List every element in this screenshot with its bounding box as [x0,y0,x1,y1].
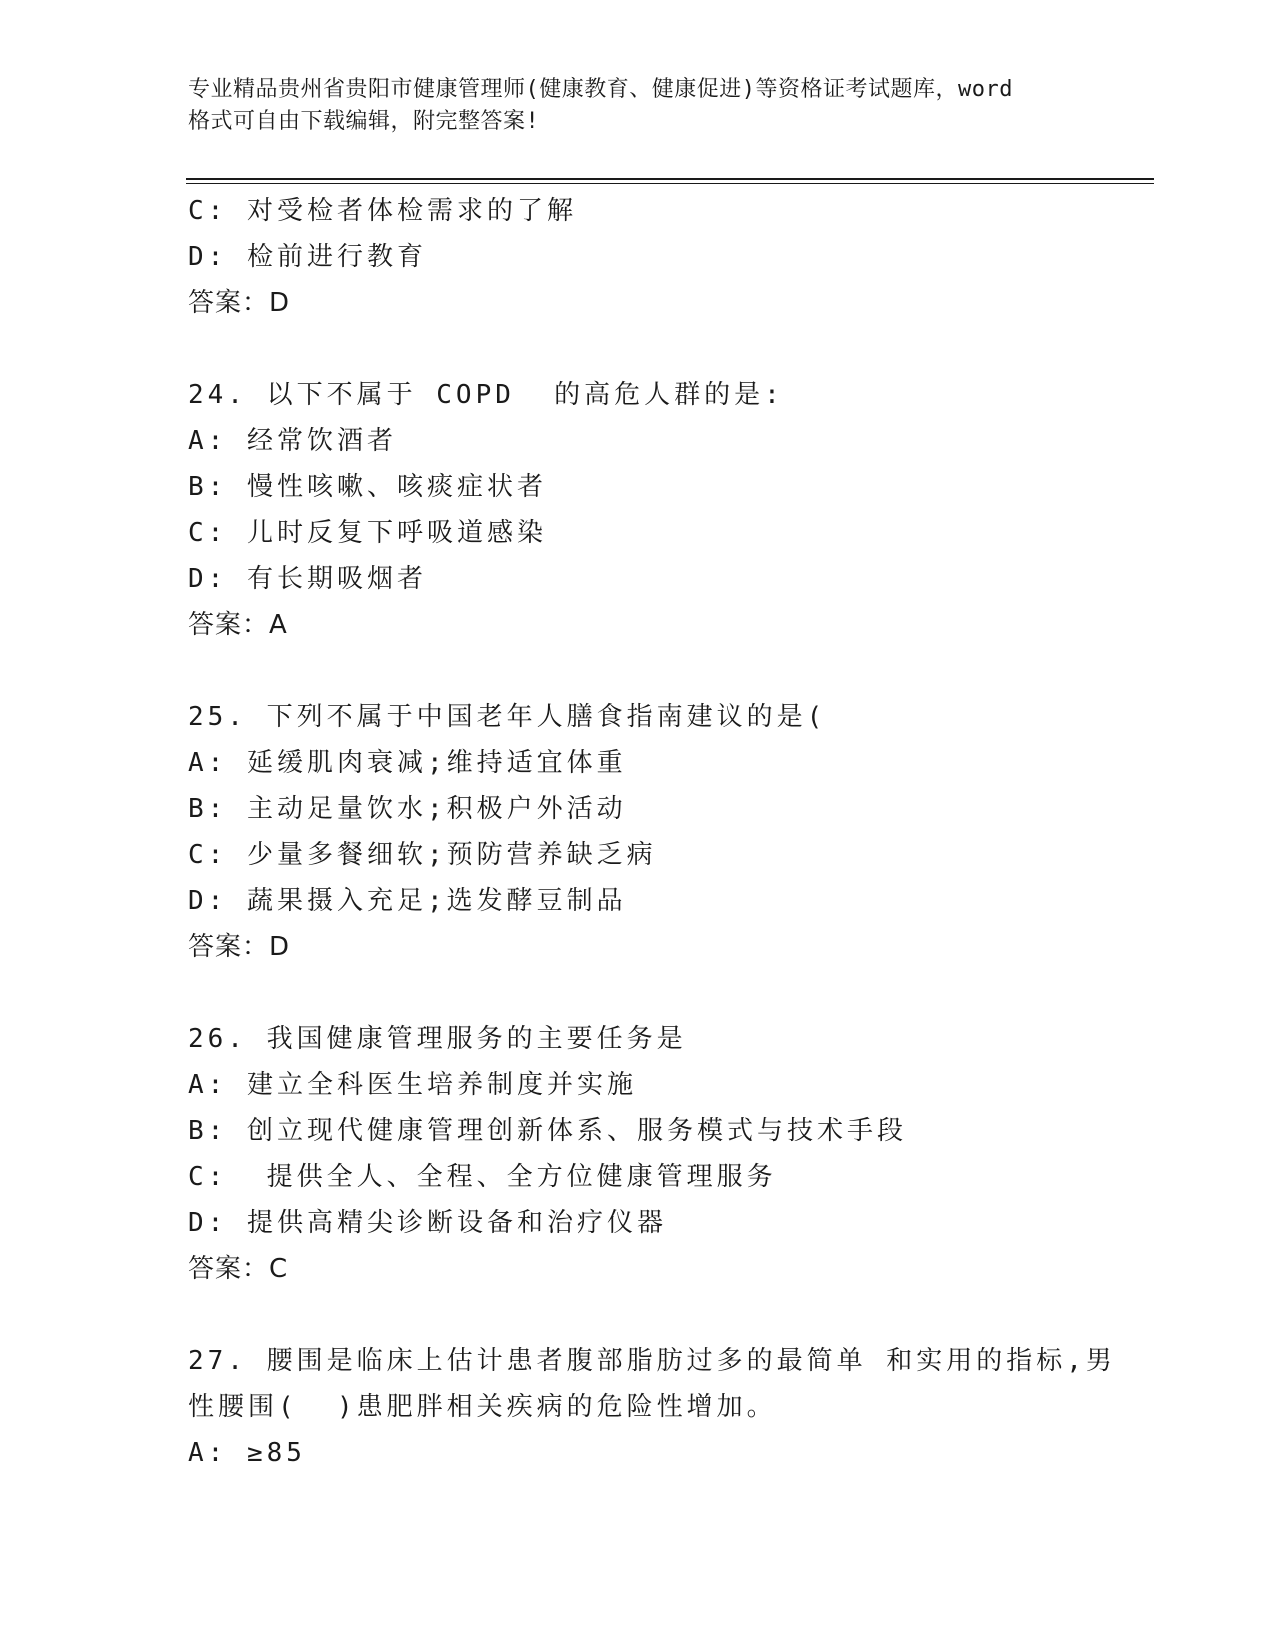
option-b: B: 主动足量饮水;积极户外活动 [188,794,627,824]
question-23-continued [188,188,1148,326]
option-d: D: 有长期吸烟者 [188,564,427,594]
question-stem: 24. 以下不属于 COPD 的高危人群的是: [188,380,784,410]
question-26 [188,1016,1148,1292]
answer-label: 答案：D [188,932,291,962]
question-stem-line-2: 性腰围( )患肥胖相关疾病的危险性增加。 [188,1392,777,1422]
header-divider-thick [186,178,1154,180]
spacer [188,1292,1148,1338]
question-stem: 26. 我国健康管理服务的主要任务是 [188,1024,687,1054]
option-d: D: 蔬果摄入充足;选发酵豆制品 [188,886,627,916]
question-list [188,188,1148,1476]
answer-label: 答案：A [188,610,288,640]
header-divider-thin [186,183,1154,184]
spacer [188,648,1148,694]
header-line-2: 格式可自由下载编辑，附完整答案! [188,109,540,134]
spacer [188,326,1148,372]
header-line-1: 专业精品贵州省贵阳市健康管理师(健康教育、健康促进)等资格证考试题库，word [188,77,1013,102]
option-a: A: 建立全科医生培养制度并实施 [188,1070,637,1100]
question-27 [188,1338,1148,1476]
option-c: C: 儿时反复下呼吸道感染 [188,518,547,548]
option-c: C: 少量多餐细软;预防营养缺乏病 [188,840,657,870]
option-a: A: 延缓肌肉衰减;维持适宜体重 [188,748,627,778]
question-stem-line-1: 27. 腰围是临床上估计患者腹部脂肪过多的最简单 和实用的指标,男 [188,1346,1116,1376]
answer-label: 答案：C [188,1254,289,1284]
question-25 [188,694,1148,970]
option-d: D: 检前进行教育 [188,242,427,272]
option-d: D: 提供高精尖诊断设备和治疗仪器 [188,1208,667,1238]
option-a: A: 经常饮酒者 [188,426,397,456]
question-stem: 25. 下列不属于中国老年人膳食指南建议的是( [188,702,827,732]
document-header [188,74,1088,138]
option-c: C: 对受检者体检需求的了解 [188,196,577,226]
option-a: A: ≥85 [188,1438,306,1468]
option-c: C: 提供全人、全程、全方位健康管理服务 [188,1162,777,1192]
option-b: B: 创立现代健康管理创新体系、服务模式与技术手段 [188,1116,907,1146]
option-b: B: 慢性咳嗽、咳痰症状者 [188,472,547,502]
answer-label: 答案：D [188,288,291,318]
spacer [188,970,1148,1016]
question-24 [188,372,1148,648]
